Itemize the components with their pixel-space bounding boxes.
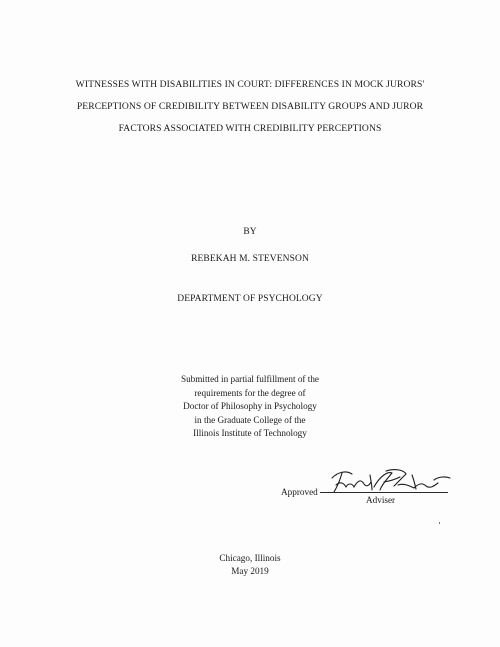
place: Chicago, Illinois — [219, 553, 281, 563]
thesis-title — [40, 74, 460, 140]
submission-line-1: Submitted in partial fulfillment of the — [180, 374, 320, 384]
author-name: REBEKAH M. STEVENSON — [191, 254, 309, 264]
thesis-title-line-1: WITNESSES WITH DISABILITIES IN COURT: DIFFERENCES IN MOCK JURORS' — [75, 79, 425, 90]
by-label: BY — [243, 227, 257, 237]
submission-statement — [0, 373, 500, 441]
scan-speck — [439, 522, 440, 524]
department-name: DEPARTMENT OF PSYCHOLOGY — [177, 294, 323, 304]
submission-line-3: Doctor of Philosophy in Psychology — [183, 401, 317, 412]
adviser-label: Adviser — [366, 495, 396, 505]
approved-label: Approved — [281, 487, 318, 497]
adviser-signature — [328, 466, 454, 498]
submission-line-2: requirements for the degree of — [194, 387, 306, 398]
date: May 2019 — [231, 566, 269, 576]
signature-line — [320, 492, 448, 493]
submission-line-4: in the Graduate College of the — [194, 414, 306, 425]
submission-line-5: Illinois Institute of Technology — [193, 428, 307, 439]
thesis-title-line-2: PERCEPTIONS OF CREDIBILITY BETWEEN DISABILITY GROUPS AND JUROR — [76, 101, 424, 112]
thesis-title-line-3: FACTORS ASSOCIATED WITH CREDIBILITY PERCEPTIONS — [118, 123, 382, 134]
